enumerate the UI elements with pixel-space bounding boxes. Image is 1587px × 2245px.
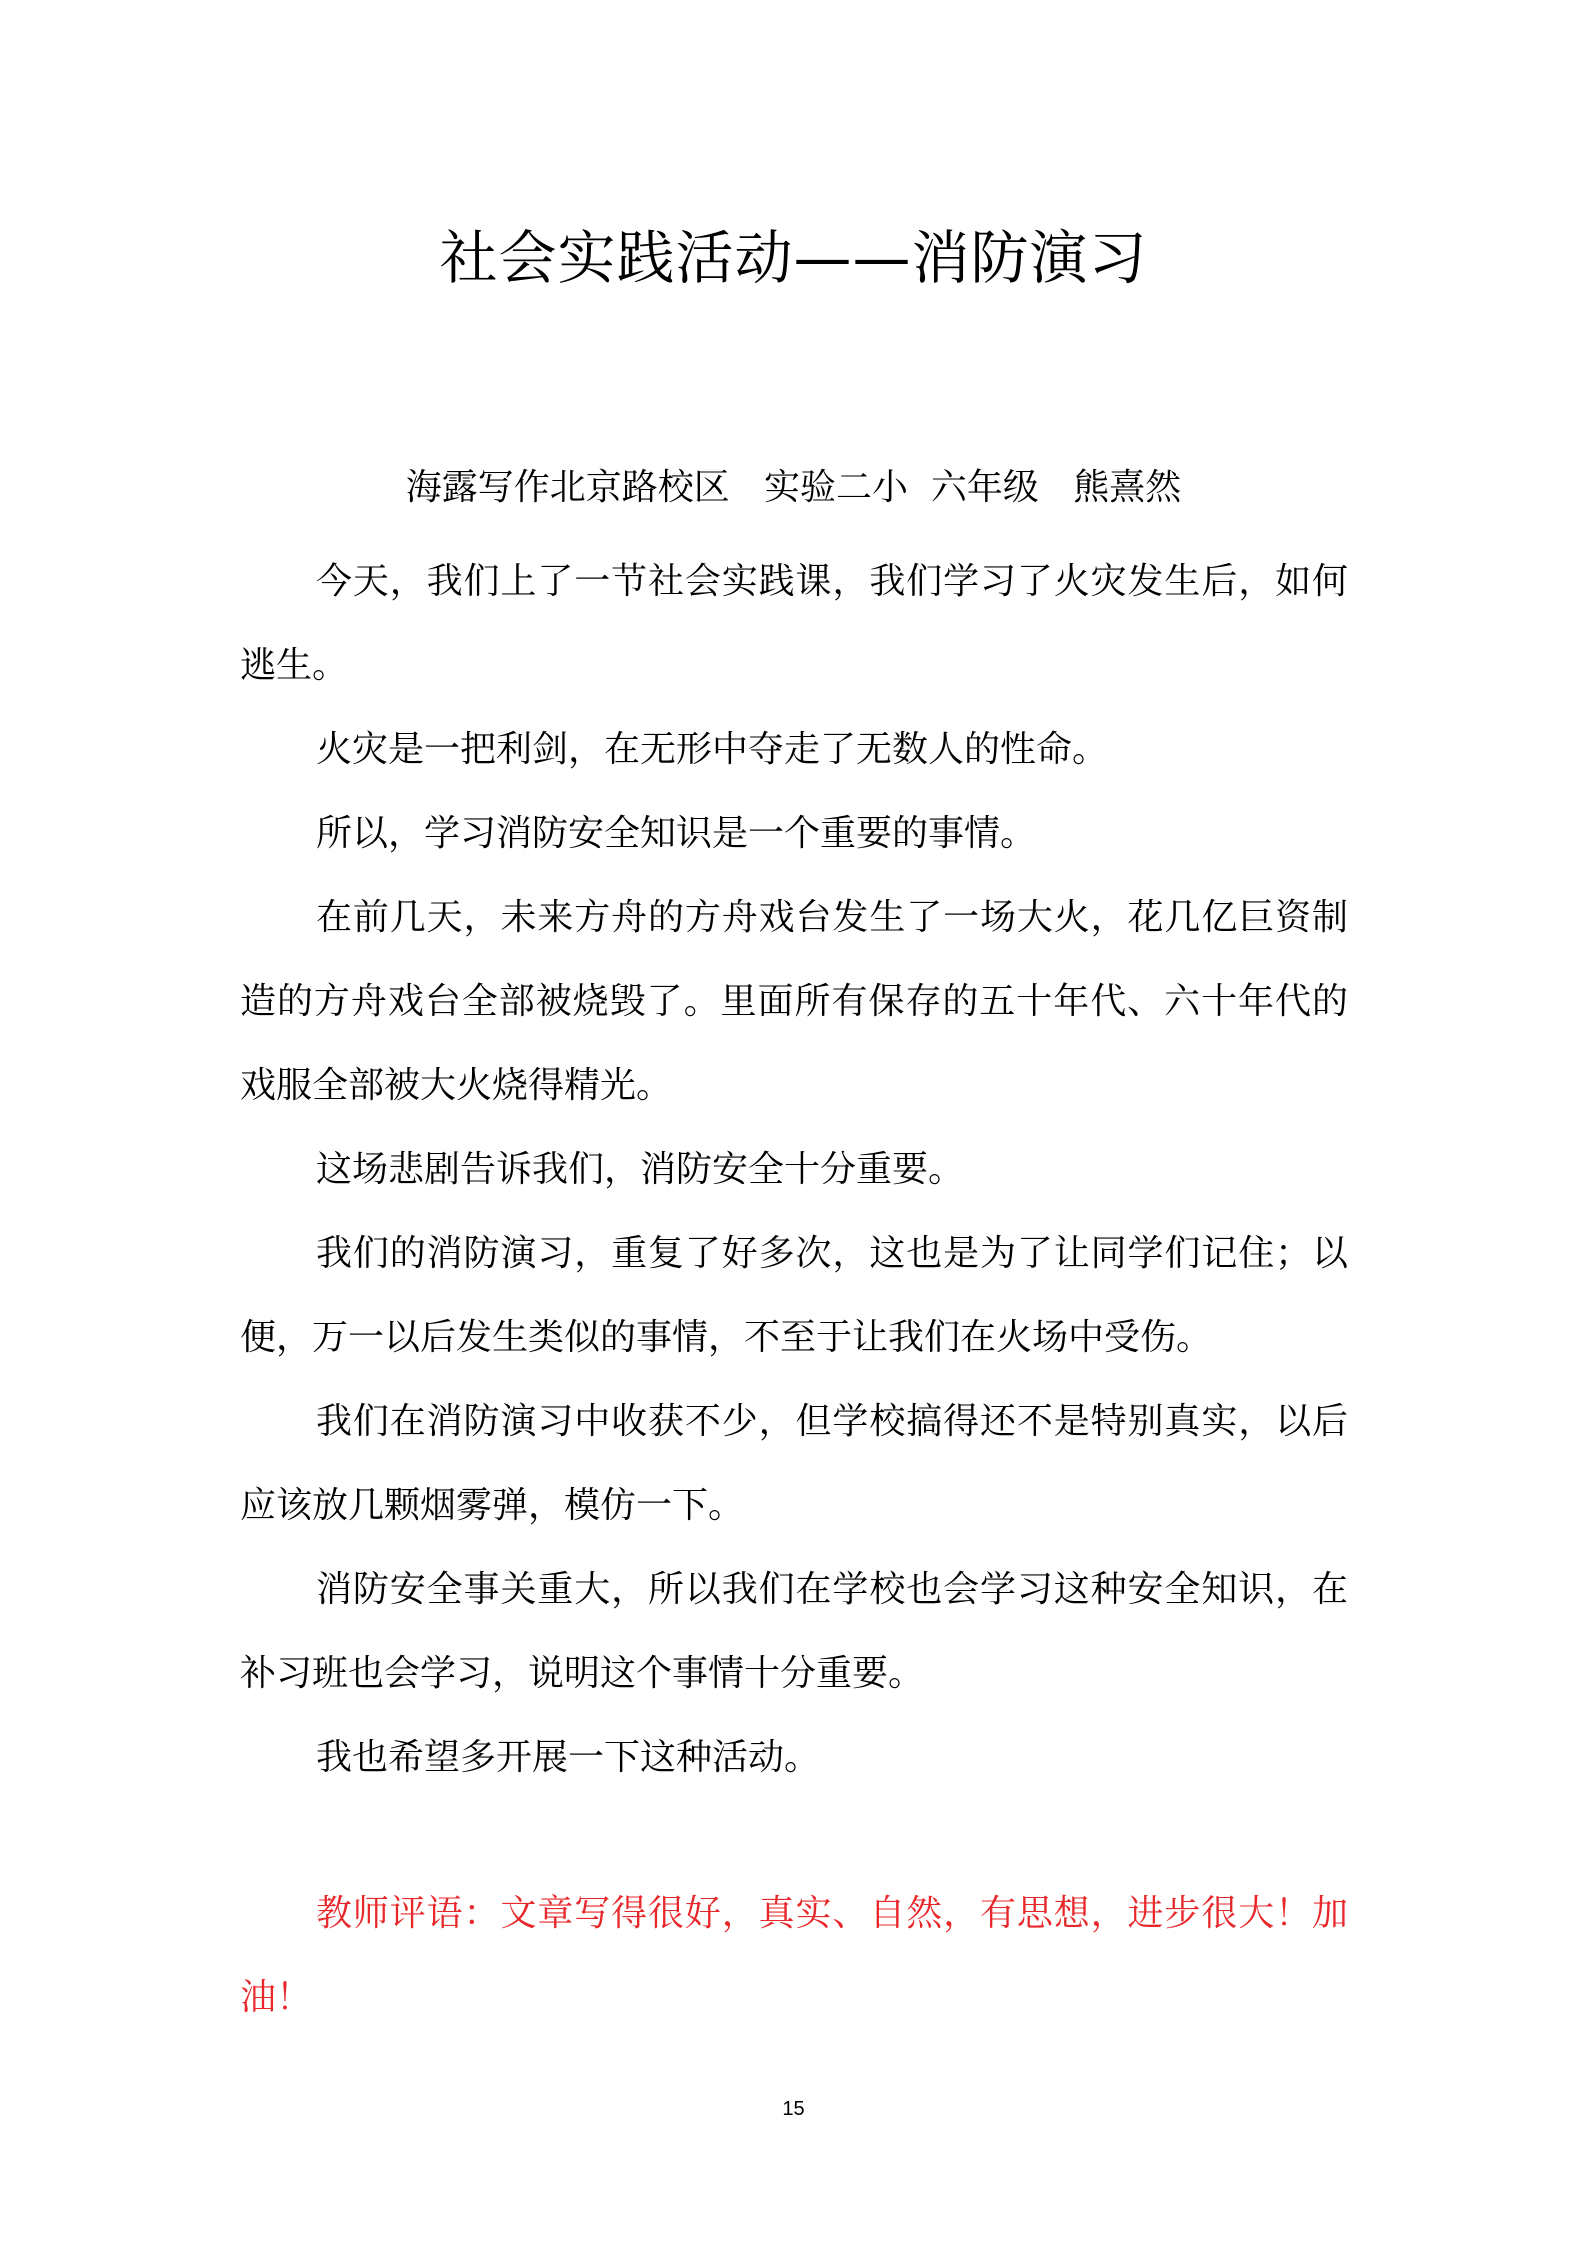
paragraph: 所以，学习消防安全知识是一个重要的事情。: [316, 813, 1037, 854]
essay-body: [240, 540, 1348, 1800]
paragraph: 今天，我们上了一节社会实践课，我们学习了火灾发生后，如何逃生。: [240, 561, 1348, 686]
author-byline: 海露写作北京路校区 实验二小 六年级 熊熹然: [405, 467, 1182, 508]
paragraph: 我们在消防演习中收获不少，但学校搞得还不是特别真实，以后应该放几颗烟雾弹，模仿一下。: [240, 1401, 1348, 1526]
paragraph: 在前几天，未来方舟的方舟戏台发生了一场大火，花几亿巨资制造的方舟戏台全部被烧毁了。里面所有保存的五十年代、六十年代的戏服全部被大火烧得精光。: [240, 897, 1348, 1106]
paragraph: 我们的消防演习，重复了好多次，这也是为了让同学们记住；以便，万一以后发生类似的事情，不至于让我们在火场中受伤。: [240, 1233, 1348, 1358]
document-title: 社会实践活动——消防演习: [439, 224, 1148, 292]
teacher-comment: 教师评语：文章写得很好，真实、自然，有思想，进步很大！加油！: [240, 1893, 1348, 2018]
paragraph: 这场悲剧告诉我们，消防安全十分重要。: [316, 1149, 965, 1190]
page-number: 15: [782, 2098, 805, 2120]
paragraph: 火灾是一把利剑，在无形中夺走了无数人的性命。: [316, 729, 1109, 770]
paragraph: 我也希望多开展一下这种活动。: [316, 1737, 821, 1778]
paragraph: 消防安全事关重大，所以我们在学校也会学习这种安全知识，在补习班也会学习，说明这个事情十分重要。: [240, 1569, 1348, 1694]
